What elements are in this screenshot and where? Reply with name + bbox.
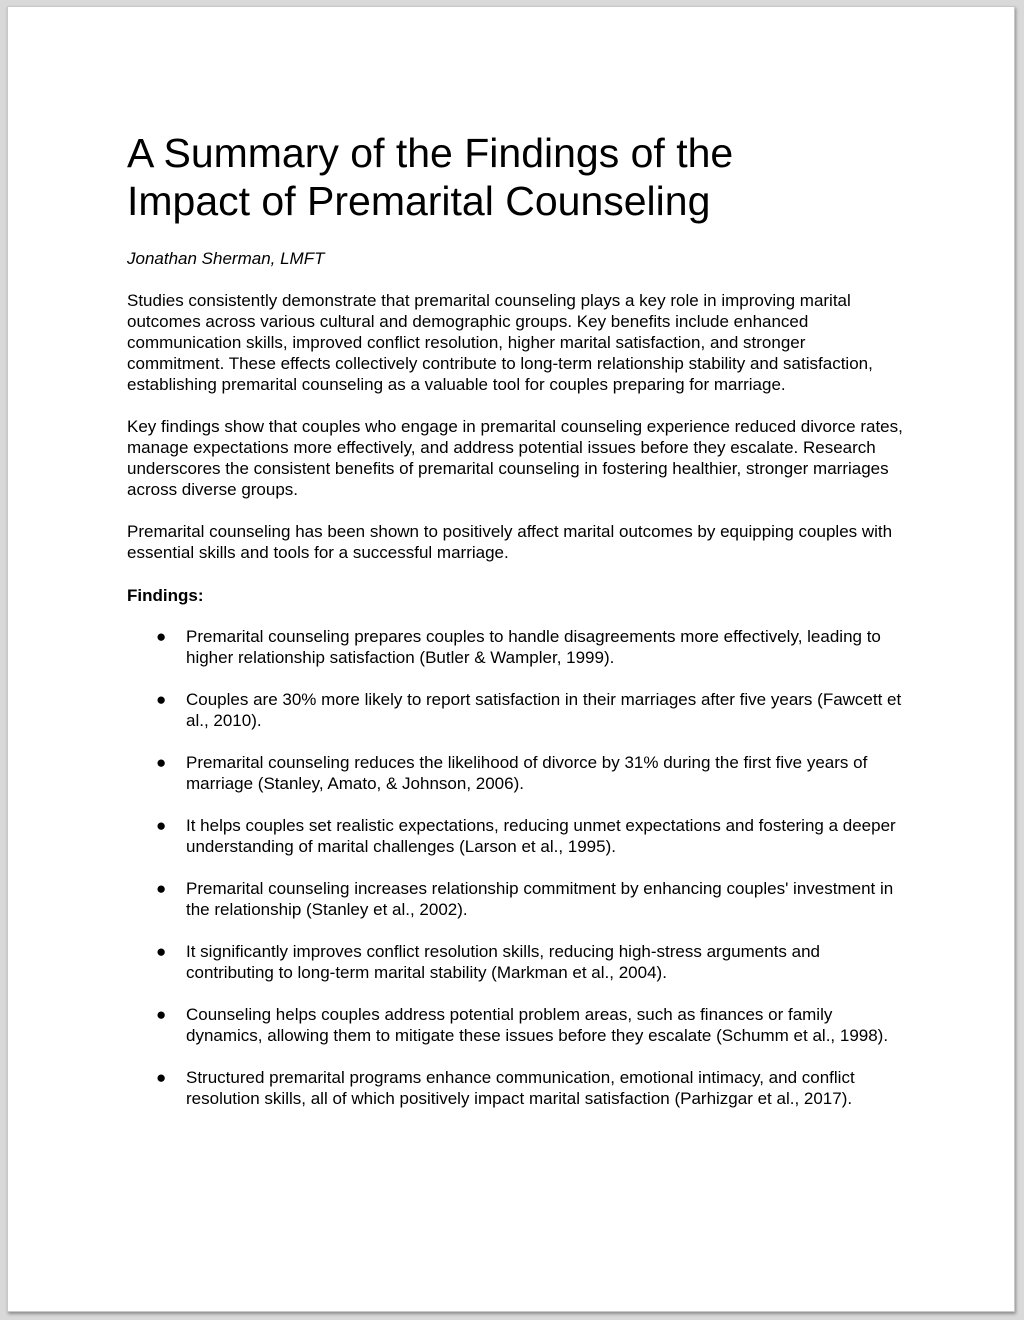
finding-item (127, 1004, 907, 1046)
finding-text: Premarital counseling reduces the likelihood of divorce by 31% during the first five years of marriage (Stanley, Amato, & Johnson, 2006). (186, 753, 868, 793)
document-page (7, 6, 1015, 1312)
bullet-icon: ● (156, 816, 167, 835)
summary-paragraph-1: Studies consistently demonstrate that premarital counseling plays a key role in improving marital outcomes across various cultural and demographic groups. Key benefits include enhanced communication skills, improved conflict resolution, higher marital satisfaction, and stronger commitment. These effects collectively contribute to long-term relationship stability and satisfaction, establishing premarital counseling as a valuable tool for couples preparing for marriage. (127, 291, 873, 394)
finding-item (127, 1067, 907, 1109)
document-title (127, 129, 907, 225)
finding-text: Premarital counseling prepares couples to handle disagreements more effectively, leading to higher relationship satisfaction (Butler & Wampler, 1999). (186, 627, 881, 667)
bullet-icon: ● (156, 1005, 167, 1024)
findings-list (127, 626, 907, 1109)
bullet-icon: ● (156, 879, 167, 898)
bullet-icon: ● (156, 942, 167, 961)
finding-text: It helps couples set realistic expectations, reducing unmet expectations and fostering a deeper understanding of marital challenges (Larson et al., 1995). (186, 816, 896, 856)
finding-item (127, 941, 907, 983)
finding-text: Premarital counseling increases relationship commitment by enhancing couples' investment in the relationship (Stanley et al., 2002). (186, 879, 894, 919)
finding-text: Counseling helps couples address potential problem areas, such as finances or family dynamics, allowing them to mitigate these issues before they escalate (Schumm et al., 1998). (186, 1005, 889, 1045)
bullet-icon: ● (156, 690, 167, 709)
document-title-line-2: Impact of Premarital Counseling (127, 178, 711, 224)
finding-item (127, 815, 907, 857)
summary-paragraph-3: Premarital counseling has been shown to positively affect marital outcomes by equipping couples with essential skills and tools for a successful marriage. (127, 522, 893, 562)
bullet-icon: ● (156, 753, 167, 772)
finding-item (127, 752, 907, 794)
document-content (127, 129, 907, 1130)
finding-text: Structured premarital programs enhance communication, emotional intimacy, and conflict resolution skills, all of which positively impact marital satisfaction (Parhizgar et al., 2017). (186, 1068, 855, 1108)
finding-item (127, 689, 907, 731)
bullet-icon: ● (156, 627, 167, 646)
findings-heading: Findings: (127, 586, 204, 605)
bullet-icon: ● (156, 1068, 167, 1087)
author-byline: Jonathan Sherman, LMFT (127, 249, 325, 268)
summary-paragraph-2: Key findings show that couples who engage in premarital counseling experience reduced divorce rates, manage expectations more effectively, and address potential issues before they escalate. Research underscores the consistent benefits of premarital counseling in fostering healthier, stronger marriages across diverse groups. (127, 417, 903, 499)
finding-text: Couples are 30% more likely to report satisfaction in their marriages after five years (Fawcett et al., 2010). (186, 690, 902, 730)
finding-item (127, 626, 907, 668)
finding-item (127, 878, 907, 920)
finding-text: It significantly improves conflict resolution skills, reducing high-stress arguments and contributing to long-term marital stability (Markman et al., 2004). (186, 942, 820, 982)
document-title-line-1: A Summary of the Findings of the (127, 130, 734, 176)
